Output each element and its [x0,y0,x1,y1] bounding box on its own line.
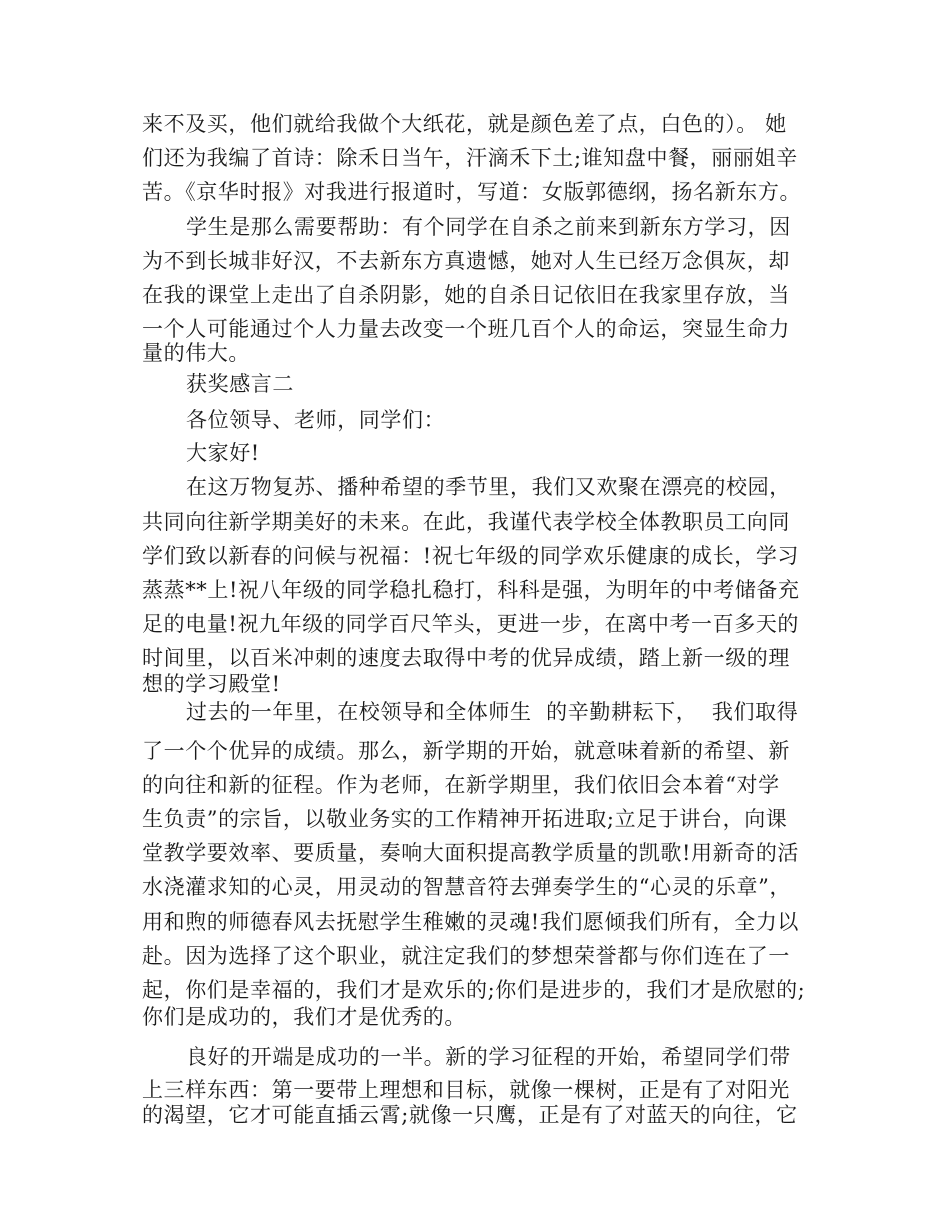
text-line: 们还为我编了首诗：除禾日当午，汗滴禾下土;谁知盘中餐，丽丽姐辛 [142,146,798,170]
text-line: 生负责”的宗旨，以敬业务实的工作精神开拓进取;立足于讲台，向课 [142,807,788,831]
text-line: 量的伟大。 [142,341,250,365]
text-line: 苦。《京华时报》对我进行报道时，写道：女版郭德纲，扬名新东方。 [142,180,802,204]
text-line: 堂教学要效率、要质量，奏响大面积提高教学质量的凯歌!用新奇的活 [142,841,800,865]
text-line: 的向往和新的征程。作为老师，在新学期里，我们依旧会本着“对学 [142,773,780,797]
text-line: 了一个个优异的成绩。那么，新学期的开始，就意味着新的希望、新 [142,739,790,763]
text-line: 时间里，以百米冲刺的速度去取得中考的优异成绩，踏上新一级的理 [142,646,790,670]
salutation: 各位领导、老师，同学们： [186,408,446,432]
text-line: 水浇灌求知的心灵，用灵动的智慧音符去弹奏学生的“心灵的乐章”， [142,875,792,899]
text-line: 学们致以新春的问候与祝福：!祝七年级的同学欢乐健康的成长，学习 [142,544,800,568]
text-line: 足的电量!祝九年级的同学百尺竿头，更进一步，在离中考一百多天的 [142,612,800,636]
text-line: 一个人可能通过个人力量去改变一个班几百个人的命运，突显生命力 [142,317,790,341]
text-line: 上三样东西：第一要带上理想和目标，就像一棵树，正是有了对阳光 [142,1078,790,1102]
text-line: 为不到长城非好汉，不去新东方真遗憾，她对人生已经万念俱灰，却 [142,249,790,273]
text-line: 在我的课堂上走出了自杀阴影，她的自杀日记依旧在我家里存放，当 [142,283,790,307]
text-line: 良好的开端是成功的一半。新的学习征程的开始，希望同学们带 [186,1045,791,1069]
text-line: 在这万物复苏、播种希望的季节里，我们又欢聚在漂亮的校园， [186,475,791,499]
text-line: 过去的一年里，在校领导和全体师生 的辛勤耕耘下， 我们取得 [186,700,799,724]
section-heading: 获奖感言二 [186,372,294,396]
text-line: 你们是成功的，我们才是优秀的。 [142,1005,466,1029]
text-line: 赴。因为选择了这个职业，就注定我们的梦想荣誉都与你们连在了一 [142,944,790,968]
text-line: 蒸蒸**上!祝八年级的同学稳扎稳打，科科是强，为明年的中考储备充 [142,578,800,602]
text-line: 想的学习殿堂! [142,672,281,696]
text-line: 用和煦的师德春风去抚慰学生稚嫩的灵魂!我们愿倾我们所有，全力以 [142,910,800,934]
text-line: 共同向往新学期美好的未来。在此，我谨代表学校全体教职员工向同 [142,510,790,534]
text-line: 的渴望，它才可能直插云霄;就像一只鹰，正是有了对蓝天的向往，它 [142,1103,798,1127]
text-line: 学生是那么需要帮助：有个同学在自杀之前来到新东方学习，因 [186,215,791,239]
text-line: 来不及买，他们就给我做个大纸花，就是颜色差了点，白色的）。 她 [142,112,787,136]
text-line: 起，你们是幸福的，我们才是欢乐的;你们是进步的，我们才是欣慰的; [142,978,806,1002]
greeting: 大家好! [186,441,260,465]
